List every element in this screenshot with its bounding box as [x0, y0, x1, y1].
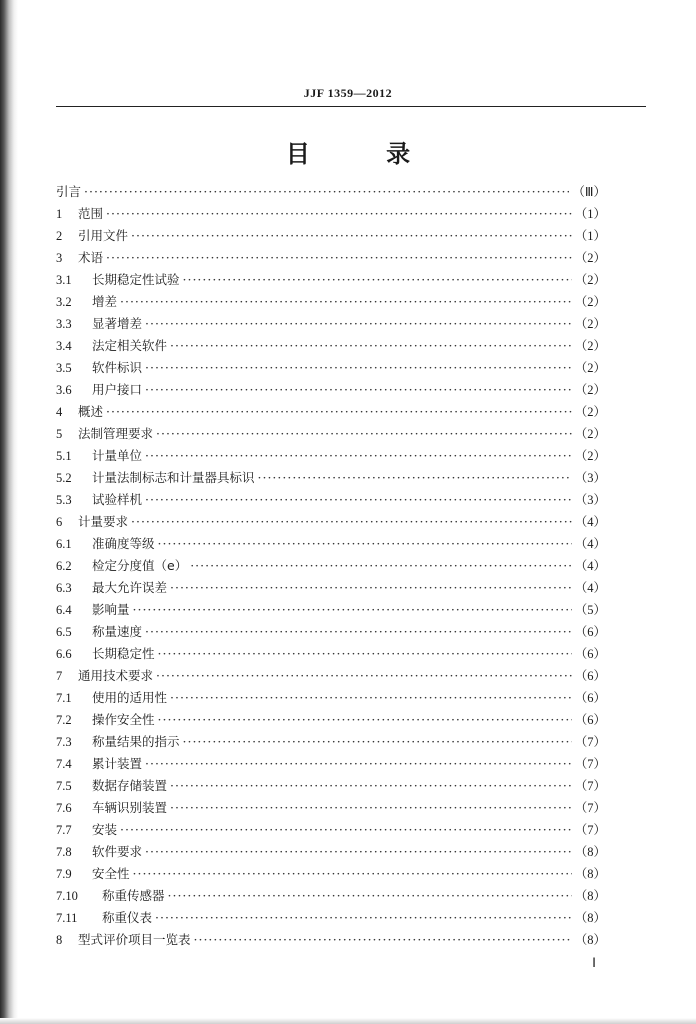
toc-entry-number: 7 — [56, 669, 63, 683]
toc-leader-dots — [106, 401, 572, 423]
toc-entry-page: （1） — [574, 207, 606, 221]
toc-entry[interactable] — [56, 819, 606, 841]
toc-entry-label: 称重传感器 — [102, 888, 165, 903]
toc-entry-page: （7） — [574, 735, 606, 749]
toc-entry-page: （2） — [574, 427, 606, 441]
toc-entry-label: 通用技术要求 — [78, 668, 154, 683]
toc-entry-number: 7.4 — [56, 757, 72, 771]
toc-entry-page: （6） — [574, 647, 606, 661]
toc-entry[interactable] — [56, 533, 606, 555]
toc-entry-number: 3.3 — [56, 317, 72, 331]
toc-entry-number: 6.6 — [56, 647, 72, 661]
toc-entry-label: 影响量 — [92, 602, 130, 617]
toc-entry-number: 7.11 — [56, 911, 78, 925]
toc-entry-number: 7.2 — [56, 713, 72, 727]
toc-entry-label: 引言 — [56, 184, 82, 199]
toc-entry[interactable] — [56, 181, 606, 203]
toc-leader-dots — [258, 467, 572, 489]
toc-leader-dots — [145, 841, 572, 863]
toc-entry-number: 3.1 — [56, 273, 72, 287]
toc-entry-label: 试验样机 — [92, 492, 143, 507]
toc-entry[interactable] — [56, 357, 606, 379]
toc-leader-dots — [133, 599, 572, 621]
toc-entry[interactable] — [56, 621, 606, 643]
toc-entry[interactable] — [56, 423, 606, 445]
toc-entry-page: （5） — [574, 603, 606, 617]
toc-entry-page: （4） — [574, 559, 606, 573]
toc-leader-dots — [120, 819, 572, 841]
toc-entry-page: （4） — [574, 581, 606, 595]
toc-entry-page: （3） — [574, 493, 606, 507]
toc-entry[interactable] — [56, 511, 606, 533]
toc-entry-number: 3.5 — [56, 361, 72, 375]
toc-entry-label: 计量单位 — [92, 448, 143, 463]
toc-entry-number: 6.5 — [56, 625, 72, 639]
toc-entry-page: （2） — [574, 449, 606, 463]
toc-entry-number: 7.5 — [56, 779, 72, 793]
toc-entry-label: 计量法制标志和计量器具标识 — [92, 470, 255, 485]
toc-entry-label: 范围 — [78, 206, 104, 221]
toc-entry-page: （4） — [574, 515, 606, 529]
toc-entry-page: （2） — [574, 405, 606, 419]
toc-entry[interactable] — [56, 203, 606, 225]
toc-entry-page: （6） — [574, 691, 606, 705]
toc-entry-page: （2） — [574, 383, 606, 397]
toc-entry[interactable] — [56, 841, 606, 863]
toc-entry-page: （3） — [574, 471, 606, 485]
toc-entry[interactable] — [56, 269, 606, 291]
toc-entry-number: 6.2 — [56, 559, 72, 573]
toc-entry-number: 8 — [56, 933, 63, 947]
toc-entry-label: 安全性 — [92, 866, 130, 881]
toc-entry-number: 7.1 — [56, 691, 72, 705]
toc-entry[interactable] — [56, 555, 606, 577]
toc-entry[interactable] — [56, 599, 606, 621]
toc-entry-number: 5.2 — [56, 471, 72, 485]
toc-entry[interactable] — [56, 335, 606, 357]
toc-entry-label: 准确度等级 — [92, 536, 155, 551]
toc-leader-dots — [145, 753, 572, 775]
toc-entry[interactable] — [56, 709, 606, 731]
toc-entry-label: 称重仪表 — [102, 910, 153, 925]
toc-entry-page: （2） — [574, 361, 606, 375]
toc-entry-page: （2） — [574, 273, 606, 287]
toc-entry-number: 7.9 — [56, 867, 72, 881]
toc-entry[interactable] — [56, 467, 606, 489]
toc-entry-label: 数据存储装置 — [92, 778, 168, 793]
toc-entry-page: （8） — [574, 867, 606, 881]
toc-entry[interactable] — [56, 665, 606, 687]
toc-entry-page: （8） — [574, 845, 606, 859]
toc-leader-dots — [190, 555, 572, 577]
toc-entry-label: 计量要求 — [78, 514, 129, 529]
toc-entry[interactable] — [56, 907, 606, 929]
toc-entry-label: 检定分度值（e） — [92, 558, 188, 573]
toc-entry-number: 7.7 — [56, 823, 72, 837]
toc-entry-page: （7） — [574, 823, 606, 837]
toc-entry-label: 增差 — [92, 294, 118, 309]
toc-entry-label: 安装 — [92, 822, 118, 837]
toc-entry[interactable] — [56, 687, 606, 709]
toc-entry-number: 3.2 — [56, 295, 72, 309]
toc-entry-label: 长期稳定性试验 — [92, 272, 180, 287]
toc-leader-dots — [84, 181, 569, 203]
toc-entry-page: （2） — [574, 251, 606, 265]
toc-leader-dots — [131, 225, 572, 247]
toc-entry-label: 软件要求 — [92, 844, 143, 859]
toc-entry-label: 操作安全性 — [92, 712, 155, 727]
toc-entry[interactable] — [56, 775, 606, 797]
toc-entry-page: （7） — [574, 757, 606, 771]
toc-entry[interactable] — [56, 753, 606, 775]
toc-entry-number: 5.3 — [56, 493, 72, 507]
toc-entry[interactable] — [56, 929, 606, 951]
toc-leader-dots — [145, 621, 572, 643]
toc-entry-label: 显著增差 — [92, 316, 143, 331]
toc-entry-page: （2） — [574, 339, 606, 353]
toc-entry-number: 2 — [56, 229, 63, 243]
toc-entry-page: （6） — [574, 669, 606, 683]
standard-code-header: JJF 1359—2012 — [303, 86, 393, 100]
toc-entry-page: （8） — [574, 911, 606, 925]
toc-entry[interactable] — [56, 797, 606, 819]
toc-entry[interactable] — [56, 401, 606, 423]
toc-leader-dots — [156, 423, 572, 445]
toc-leader-dots — [145, 357, 572, 379]
toc-entry[interactable] — [56, 731, 606, 753]
toc-entry[interactable] — [56, 643, 606, 665]
toc-entry[interactable] — [56, 247, 606, 269]
toc-leader-dots — [131, 511, 572, 533]
toc-entry-page: （6） — [574, 713, 606, 727]
toc-entry-label: 车辆识别装置 — [92, 800, 168, 815]
toc-entry-number: 7.6 — [56, 801, 72, 815]
toc-leader-dots — [145, 489, 572, 511]
toc-entry-number: 5 — [56, 427, 63, 441]
toc-entry[interactable] — [56, 225, 606, 247]
toc-leader-dots — [170, 775, 572, 797]
toc-leader-dots — [170, 335, 572, 357]
toc-entry-label: 最大允许误差 — [92, 580, 168, 595]
toc-entry-number: 3.4 — [56, 339, 72, 353]
toc-entry-number: 6 — [56, 515, 63, 529]
toc-leader-dots — [106, 247, 572, 269]
toc-leader-dots — [145, 379, 572, 401]
toc-entry-label: 软件标识 — [92, 360, 143, 375]
page-number: Ⅰ — [592, 955, 596, 970]
toc-entry-label: 使用的适用性 — [92, 690, 168, 705]
toc-leader-dots — [156, 665, 572, 687]
toc-entry-label: 称量结果的指示 — [92, 734, 180, 749]
toc-entry-number: 3 — [56, 251, 63, 265]
header-divider — [56, 106, 646, 107]
toc-entry-number: 3.6 — [56, 383, 72, 397]
toc-entry-label: 累计装置 — [92, 756, 143, 771]
toc-entry-page: （2） — [574, 295, 606, 309]
toc-entry[interactable] — [56, 313, 606, 335]
toc-entry-number: 4 — [56, 405, 63, 419]
toc-leader-dots — [120, 291, 572, 313]
toc-entry-page: （8） — [574, 933, 606, 947]
toc-entry[interactable] — [56, 379, 606, 401]
toc-leader-dots — [106, 203, 572, 225]
toc-entry[interactable] — [56, 489, 606, 511]
toc-leader-dots — [158, 643, 572, 665]
toc-leader-dots — [145, 445, 572, 467]
toc-leader-dots — [194, 929, 572, 951]
toc-entry-number: 6.3 — [56, 581, 72, 595]
toc-entry[interactable] — [56, 577, 606, 599]
toc-entry-number: 1 — [56, 207, 63, 221]
toc-entry[interactable] — [56, 885, 606, 907]
table-of-contents — [56, 181, 606, 951]
toc-entry-page: （4） — [574, 537, 606, 551]
toc-entry-page: （2） — [574, 317, 606, 331]
toc-leader-dots — [158, 533, 572, 555]
toc-entry-number: 7.10 — [56, 889, 78, 903]
toc-entry-page: （8） — [574, 889, 606, 903]
toc-leader-dots — [145, 313, 572, 335]
toc-entry-label: 用户接口 — [92, 382, 143, 397]
toc-leader-dots — [155, 907, 572, 929]
toc-entry-label: 法定相关软件 — [92, 338, 168, 353]
toc-entry-number: 6.1 — [56, 537, 72, 551]
scan-shadow-bottom — [0, 1018, 696, 1024]
toc-entry-page: （1） — [574, 229, 606, 243]
toc-leader-dots — [158, 709, 572, 731]
toc-leader-dots — [183, 269, 572, 291]
toc-entry-label: 引用文件 — [78, 228, 129, 243]
toc-entry[interactable] — [56, 863, 606, 885]
toc-entry-label: 概述 — [78, 404, 104, 419]
toc-entry-number: 6.4 — [56, 603, 72, 617]
toc-entry-label: 长期稳定性 — [92, 646, 155, 661]
toc-entry-page: （7） — [574, 779, 606, 793]
toc-entry-label: 法制管理要求 — [78, 426, 154, 441]
toc-entry[interactable] — [56, 445, 606, 467]
toc-leader-dots — [168, 885, 572, 907]
toc-entry-number: 5.1 — [56, 449, 72, 463]
toc-entry-label: 称量速度 — [92, 624, 143, 639]
toc-entry-page: （6） — [574, 625, 606, 639]
toc-leader-dots — [170, 797, 572, 819]
toc-leader-dots — [133, 863, 572, 885]
toc-entry-page: （Ⅲ） — [572, 185, 606, 199]
toc-entry-label: 术语 — [78, 250, 104, 265]
toc-leader-dots — [170, 577, 572, 599]
page-title: 目 录 — [285, 140, 445, 168]
toc-leader-dots — [170, 687, 572, 709]
toc-entry-label: 型式评价项目一览表 — [78, 932, 191, 947]
toc-entry-number: 7.8 — [56, 845, 72, 859]
toc-entry[interactable] — [56, 291, 606, 313]
toc-entry-page: （7） — [574, 801, 606, 815]
toc-leader-dots — [183, 731, 572, 753]
toc-entry-number: 7.3 — [56, 735, 72, 749]
